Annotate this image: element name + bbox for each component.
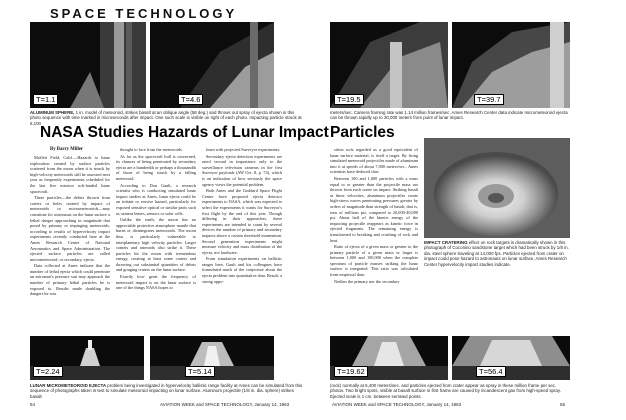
caption-text: problem being investigated in hypervelocity ballistic range facility at Ames can be simulated from this sequence of photographs taken in test to simulate meteoroid impacting on lunar surface. Aluminum projectile (1/8 in. dia. sphere) strikes basalt [30,383,303,399]
crater-photo [424,138,570,238]
time-label: T=1.1 [33,94,58,105]
caption-lead: ALUMINUM SPHERE, [30,110,75,115]
bottom-photo-4 [452,336,570,380]
paragraph: Moffett Field, Calif.—Hazards to lunar exploration created by surface particles scattered from the moon when it is struck by high-velocity meteoroids still be assessed next year as frequently experiments scheduled for the last five mission soft-landed lunar spacecraft. [30,155,110,194]
top-photo-2 [150,22,274,108]
bottom-photo-3 [330,336,448,380]
bottom-photo-2 [150,336,274,380]
paragraph: Ratio of ejecta of a given mass or greater to the primary particle of a given mass or larger is between 1,000 and 100,000 when the complete spectrum of particle masses striking the lunar surface is integrated. This ratio was calculated from empirical data. [330,244,418,278]
paragraph: Data collected at Ames indicate that the number of lethal ejecta which could penetrate an astronaut's pressure suit may approach the number of primary lethal particles he is exposed to. Results made doubling the dangers he was [30,263,110,297]
page-number: 55 [560,402,566,407]
footer-left-text: AVIATION WEEK and SPACE TECHNOLOGY, January 14, 1963 [160,402,290,407]
paragraph: These particles—the debris thrown from craters or holes created by impact of meteoroids or micrometeoroids—may constitute for astronauts on the lunar surface a lethal danger approaching in magnitude that posed by primary or impinging meteoroids, according to results of hypervelocity impact experiments recently conducted here at the Ames Research Center of National Aeronautics and Space Administration. The ejected surface particles are called micrometeoroid, or secondary, ejecta. [30,195,110,262]
caption-text: (rock) normally at 6,400 meters/sec. and particles ejected from crater appear as spray in these million frame per sec. photos. Two bright spots, visible at basalt surface in first frame are caused by incandescent gas from high-speed spray. Ejected scale is 1 cm. between serrated points. [330,383,561,399]
time-label: T=2.24 [33,366,63,377]
time-label: T=19.5 [334,94,364,105]
footer-right [560,402,565,407]
time-label: T=19.62 [334,366,368,377]
page-number: 54 [30,402,36,407]
time-label: T=5.14 [185,366,215,377]
top-photo-4 [452,22,570,108]
paragraph: learn with projected Surveyor experiments. [206,147,281,152]
time-label: T=39.7 [474,94,504,105]
paragraph: Both Ames and the Goddard Space Flight Center have proposed ejecta detector experiments to NASA, which was expected to select the experiments it wants for Surveyor's first flight by the end of this year. Though differing in their approaches, these experiments are intended to count by several devices the number of primary and secondary impacts above a certain threshold momentum. Second generation experiments might measure velocity and mass distribution of the ejecta, not hardware. [202,188,282,255]
top-photo-3 [330,22,448,108]
top-caption-right [330,110,570,121]
paragraph: thought to face from the meteoroids. [120,147,183,152]
headline-right: Particles [330,124,395,141]
paragraph: Secondary ejecta detection experiments are rated second in importance only to the surveillance television cameras in the first Surveyor payloads (AW Oct. 8, p. 74), which is an indication of how seriously the space agency views the potential problem. [202,153,282,187]
section-rubric: SPACE TECHNOLOGY [50,6,238,21]
paragraph: sition rock regarded as a good equivalent of lunar surface material, is itself a target. By firing simulated meteoroid projectiles made of aluminum into it at speeds of about 7,000 meters/sec., Ames scientists have deduced that: [330,147,418,175]
top-photo-1 [30,22,146,108]
article-column-4 [330,147,418,333]
byline: By Barry Miller [50,147,84,152]
caption-lead: IMPACT CRATERING [424,240,468,245]
time-label: T=56.4 [476,366,506,377]
headline-left: NASA Studies Hazards of Lunar Impact [40,124,329,141]
time-label: T=4.6 [178,94,203,105]
crater-caption [424,240,570,267]
bottom-caption-left [30,383,304,399]
caption-text: meters/sec. Camera framing rate was 1.14 million frames/sec. Ames Research Center data indicate micrometeoroid ejecta can be thrown rapidly up to 30,000 meters from point of lunar impact. [330,110,568,121]
paragraph: According to Don Gault, a research scientist who is conducting simulated lunar impact studies at Ames, lunar ejecta could be an irritant or erosive hazard, particularly for exposed sensitive optical or similar parts such as camera lenses, sensors or solar cells. [116,182,196,216]
article-column-3 [202,147,282,333]
paragraph: Unlike the earth, the moon has no appreciable protective atmosphere mantle that burns or disintegrates meteoroids. The moon thus is particularly vulnerable to interplanetary high velocity particles. Larger comets and asteroids also strike it. These particles hit the moon with tremendous energy, creating at least some craters and throwing out substantial quantities of debris and gouging craters on the lunar surface. [116,217,196,273]
bottom-photo-1 [30,336,144,380]
article-column-1 [30,155,110,333]
footer-left [30,402,35,407]
paragraph: As far as the spacecraft hull is concerned, its chances of being penetrated by secondary ejecta are a hundredth or perhaps a thousandth of those of being struck by a falling meteoroid. [116,153,196,181]
caption-lead: LUNAR MICROMETEOROID EJECTA [30,383,107,388]
caption-text: 1 in. model of meteoroid, strikes basalt at an oblique angle (58 deg.) and throws out spray of ejecta shown in this photo sequence with time marked in microseconds after impact. One such scale is visible on right of each photo. Impacting particle struck at 6,100 [30,110,302,126]
footer-right-text: AVIATION WEEK and SPACE TECHNOLOGY, January 14, 1963 [332,402,462,407]
caption-text: effect on rock targets is dramatically shown in this photograph of Coconino sandstone target which had been struck by 1/8 in. dia. steel sphere traveling at 14,000 fps. Particles ejected from crater on impact could pose hazard to astronauts on lunar surface, Ames Research Center hypervelocity impact studies indicate. [424,240,569,267]
bottom-caption-right [330,383,570,399]
paragraph: Between 100 and 1,000 particles with a mass equal to or greater than the projectile mass are thrown from each crater on impact. Striking basalt at these velocities, aluminum projectiles create high-stress waves penetrating pressures greater by orders of magnitude than strength of basalt, that is, tons of millions psi, compared to 20,000-40,000 psi. About half of the kinetic energy of the impacting projectile reappears as kinetic force in ejected fragments. The remaining energy is transformed to breaking and crushing of rock and heat. [330,175,418,243]
paragraph: Neither the primary nor the secondary [334,278,400,284]
article-column-2 [116,147,196,333]
paragraph: From simulation experiments on ballistic ranges here, Gault and his colleagues have formulated much of the conjecture about the ejecta problem into quantitative data. Result, a strong oppo- [202,256,282,284]
paragraph: Exactly how great the frequency of meteoroid impact is on the lunar surface is one of the things NASA hopes to [116,274,196,291]
